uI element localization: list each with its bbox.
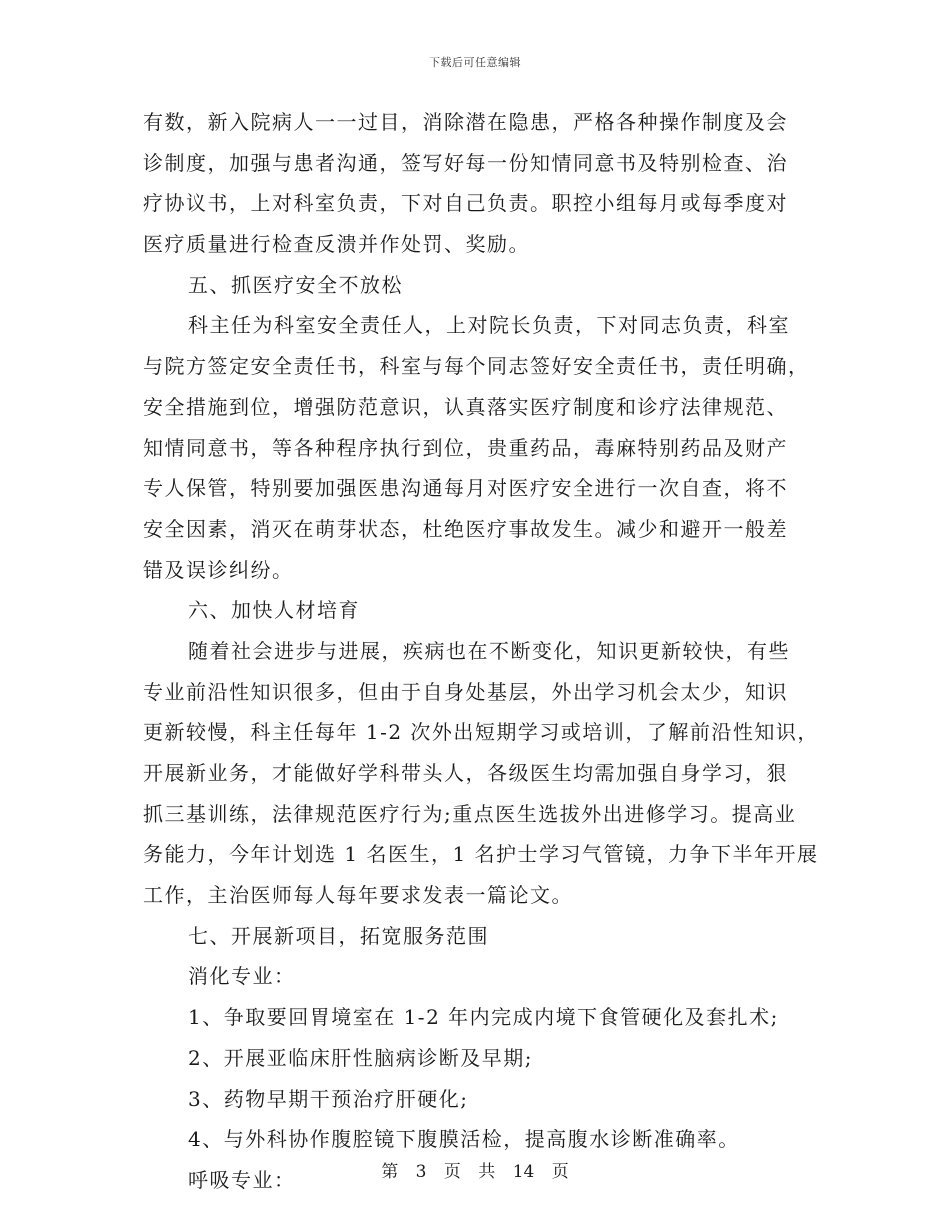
text-line: 工作，主治医师每人每年要求发表一篇论文。 [143,883,573,908]
text-line: 医疗质量进行检查反溃并作处罚、奖励。 [143,232,530,257]
page-footer [0,1157,950,1182]
text-line: 更新较慢，科主任每年 1-2 次外出短期学习或培训，了解前沿性知识， [143,720,819,745]
text-line: 抓三基训练，法律规范医疗行为;重点医生选拔外出进修学习。提高业 [143,801,797,826]
text-line: 错及误诊纠纷。 [143,557,294,582]
text-line: 开展新业务，才能做好学科带头人，各级医生均需加强自身学习，狠 [143,761,788,785]
text-line: 1、争取要回胃境室在 1-2 年内完成内境下食管硬化及套扎术; [188,1005,779,1030]
text-line: 与院方签定安全责任书，科室与每个同志签好安全责任书，责任明确， [143,354,810,379]
text-line: 科主任为科室安全责任人，上对院长负责，下对同志负责，科室 [188,313,790,338]
text-line: 2、开展亚临床肝性脑病诊断及早期; [188,1045,533,1070]
text-line: 专业前沿性知识很多，但由于自身处基层，外出学习机会太少，知识 [143,679,788,704]
text-line: 4、与外科协作腹腔镜下腹膜活检，提高腹水诊断准确率。 [188,1127,740,1152]
footer-page-unit: 页 [443,1162,461,1182]
footer-total-pages: 14 [512,1162,535,1182]
text-line: 3、药物早期干预治疗肝硬化; [188,1086,469,1111]
text-line: 知情同意书，等各种程序执行到位，贵重药品，毒麻特别药品及财产 [143,435,788,460]
text-line: 五、抓医疗安全不放松 [188,272,403,297]
document-body [143,110,819,1211]
text-line: 诊制度，加强与患者沟通，签写好每一份知情同意书及特别检查、治 [143,150,788,175]
footer-page-unit-2: 页 [551,1162,569,1182]
text-line: 六、加快人材培育 [188,598,360,623]
footer-total-label: 共 [478,1162,496,1182]
text-line: 七、开展新项目，拓宽服务范围 [188,923,489,948]
footer-current-page: 3 [415,1162,427,1182]
footer-page-label: 第 [381,1162,399,1182]
text-line: 疗协议书，上对科室负责，下对自己负责。职控小组每月或每季度对 [143,191,788,216]
text-line: 安全因素，消灭在萌芽状态，杜绝医疗事故发生。减少和避开一般差 [143,516,788,541]
text-line: 务能力，今年计划选 1 名医生，1 名护士学习气管镜，力争下半年开展 [143,842,819,867]
text-line: 安全措施到位，增强防范意识，认真落实医疗制度和诊疗法律规范、 [143,394,788,419]
text-line: 随着社会进步与进展，疾病也在不断变化，知识更新较快，有些 [188,638,790,663]
page-header: 下载后可任意编辑 [429,56,521,69]
text-line: 呼吸专业： [188,1167,296,1192]
text-line: 有数，新入院病人一一过目，消除潜在隐患，严格各种操作制度及会 [143,110,788,134]
text-line: 消化专业： [188,964,296,989]
text-line: 专人保管，特别要加强医患沟通每月对医疗安全进行一次自查，将不 [143,476,788,501]
